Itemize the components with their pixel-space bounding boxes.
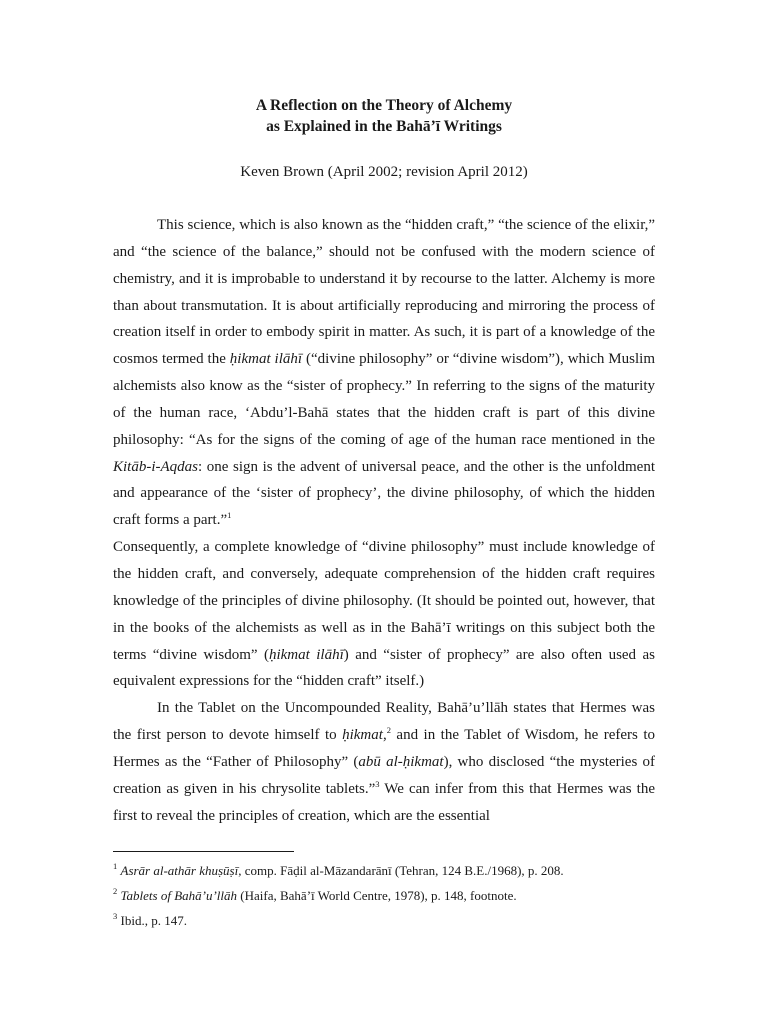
title-line-1: A Reflection on the Theory of Alchemy	[255, 97, 513, 114]
footnote-1: $^1$ Asrār al-athār khuṣūṣī, comp. Fāḍil al-Māzandarānī (Tehran, 124 B.E./1968), p. 208.	[113, 861, 564, 878]
footnote-3: $^3$ Ibid., p. 147.	[113, 911, 187, 928]
book-title: Kitāb-i-Aqdas	[113, 458, 198, 475]
paragraph-1: This science, which is also known as the “hidden craft,” “the science of the elixir,” and “the science of the balance,” should not be confused with the modern science of chemistry, and it is improbable to understand it by recourse to the latter. Alchemy is more than about transmutation. It is about artificially reproducing and mirroring the process of creation itself in order to embody spirit in matter. As such, it is part of a knowledge of the cosmos termed the ḥikmat ilāhī (“divine philosophy” or “divine wisdom”), which Muslim alchemists also know as the “sister of prophecy.” In referring to the signs of the maturity of the human race, ‘Abdu’l-Bahā states that the hidden craft is part of this divine philosophy: “As for the signs of the coming of age of the human race mentioned in the Kitāb-i-Aqdas: one sign is the advent of universal peace, and the other is the unfoldment and appearance of the ‘sister of prophecy’, the divine philosophy, of which the hidden craft forms a part.”$^1$	[113, 217, 655, 529]
paragraph-3: In the Tablet on the Uncompounded Reality, Bahā’u’llāh states that Hermes was the first person to devote himself to ḥikmat,$^2$ and in the Tablet of Wisdom, he refers to Hermes as the “Father of Philosophy” (abū al-ḥikmat), who disclosed “the mysteries of creation as given in his chrysolite tablets.”$^3$ We can infer from this that Hermes was the first to reveal the principles of creation, which are the essential	[113, 700, 656, 824]
paragraph-2: Consequently, a complete knowledge of “divine philosophy” must include knowledge of the hidden craft, and conversely, adequate comprehension of the hidden craft requires knowledge of the principles of divine philosophy. (It should be pointed out, however, that in the books of the alchemists as well as in the Bahā’ī writings on this subject both the terms “divine wisdom” (ḥikmat ilāhī) and “sister of prophecy” are also often used as equivalent expressions for the “hidden craft” itself.)	[113, 539, 655, 690]
author-line: Keven Brown (April 2002; revision April 2012)	[240, 164, 528, 180]
footnotes	[113, 858, 673, 933]
footnote-ref-3: 3	[375, 778, 380, 789]
title-line-2: as Explained in the Bahā’ī Writings	[266, 118, 502, 135]
term-hikmat-ilahi: ḥikmat ilāhī	[229, 351, 303, 368]
term-hikmat: ḥikmat	[342, 727, 383, 744]
term-abu-al-hikmat: abū al-ḥikmat	[358, 753, 444, 770]
term-hikmat-ilahi-2: ḥikmat ilāhī	[268, 646, 344, 663]
document-title	[0, 95, 768, 137]
footnote-2: $^2$ Tablets of Bahā’u’llāh (Haifa, Bahā’ī World Centre, 1978), p. 148, footnote.	[113, 886, 517, 903]
footnote-divider	[113, 851, 294, 852]
body-text	[113, 212, 655, 829]
footnote-ref-1: 1	[227, 510, 232, 521]
footnote-ref-2: 2	[386, 725, 391, 736]
